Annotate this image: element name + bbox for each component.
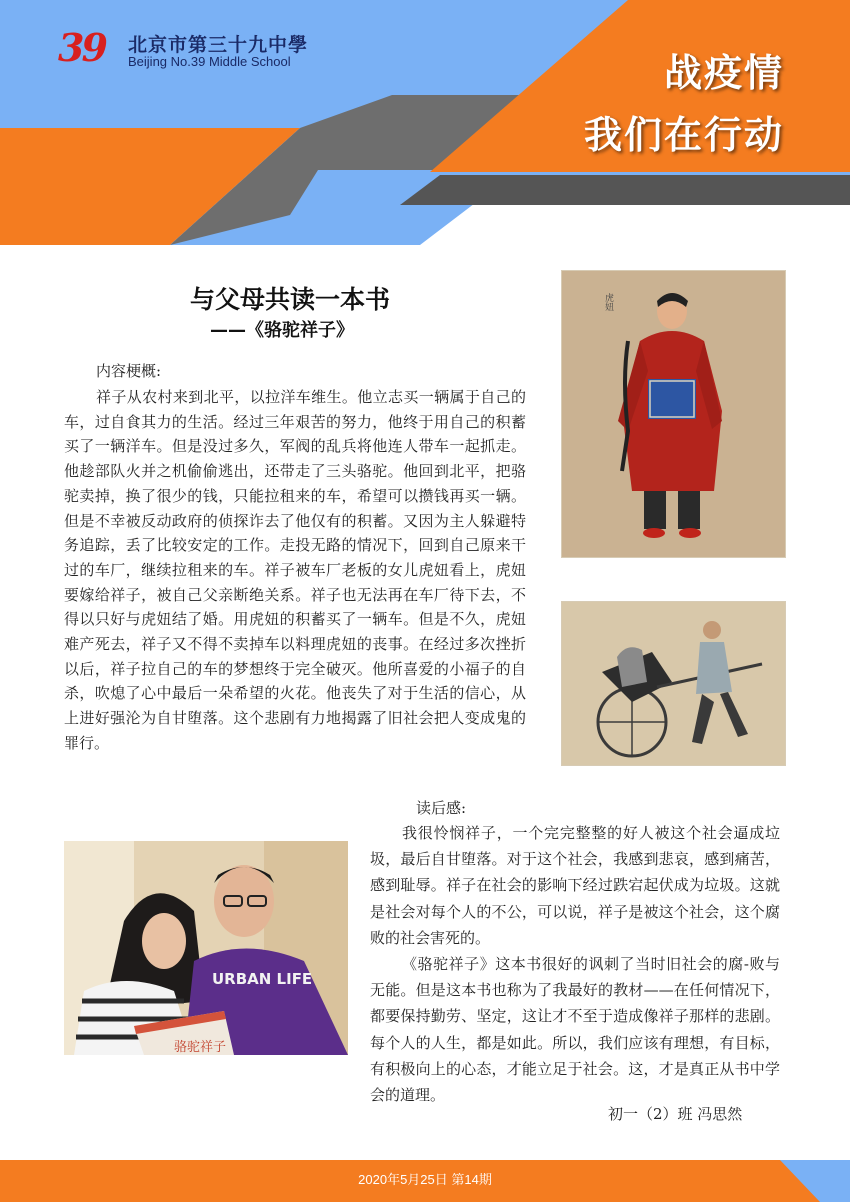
- school-logo: [58, 26, 358, 74]
- review-paragraph-1: 我很怜悯祥子，一个完完整整的好人被这个社会逼成垃圾，最后自甘堕落。对于这个社会，我感到悲哀，感到痛苦，感到耻辱。祥子在社会的影响下经过跌宕起伏成为垃圾。这就是社会对每个人的不公，可以说，祥子是被这个社会，这个腐败的社会害死的。: [370, 824, 780, 947]
- article-title: 与父母共读一本书: [189, 285, 390, 314]
- slogan-line1: 战疫情: [663, 51, 784, 95]
- summary-text: 祥子从农村来到北平，以拉洋车维生。他立志买一辆属于自己的车，过自食其力的生活。经过三年艰苦的努力，他终于用自己的积蓄买了一辆洋车。但是没过多久，军阀的乱兵将他连人带车一起抓走。他趁部队火并之机偷偷逃出，还带走了三头骆驼。他回到北平，把骆驼卖掉，换了很少的钱，只能拉租来的车，希望可以攒钱再买一辆。但是不幸被反动政府的侦探诈去了他仅有的积蓄。又因为主人躲避特务追踪，丢了比较安定的工作。走投无路的情况下，回到自己原来干过的车厂，继续拉租来的车。祥子被车厂老板的女儿虎妞看上，虎妞要嫁给祥子，被自己父亲断绝关系。祥子也无法再在车厂待下去，不得以只好与虎妞结了婚。用虎妞的积蓄买了一辆车。但是不久，虎妞难产死去，祥子又不得不卖掉车以料理虎妞的丧事。在经过多次挫折以后，祥子拉自己的车的梦想终于完全破灭。他所喜爱的小福子的自杀，吹熄了心中最后一朵希望的火花。他丧失了对于生活的信心，从上进好强沦为自甘堕落。这个悲剧有力地揭露了旧社会把人变成鬼的罪行。: [64, 388, 526, 752]
- review-paragraph-2: 《骆驼祥子》这本书很好的讽刺了当时旧社会的腐-败与无能。但是这本书也称为了我最好的教材——在任何情况下，都要保持勤劳、坚定，这让才不至于造成像祥子那样的悲剧。每个人的人生，都是如此。所以，我们应该有理想，有目标，有积极向上的心态，才能立足于社会。这，才是真正从书中学会的道理。: [370, 955, 780, 1105]
- summary-label: 内容梗概:: [96, 362, 162, 380]
- logo-39-mark: 39: [58, 25, 105, 70]
- photo-shirt-text: URBAN LIFE: [212, 970, 313, 988]
- school-name-cn: 北京市第三十九中學: [128, 34, 309, 56]
- photo-book-text: 骆驼祥子: [174, 1040, 227, 1055]
- slogan-line2: 我们在行动: [583, 113, 784, 157]
- school-name-en: Beijing No.39 Middle School: [128, 54, 291, 69]
- review-text: [370, 820, 780, 1108]
- photo-reading-together: [64, 841, 348, 1055]
- illustration-huniu: [561, 270, 786, 558]
- review-label: 读后感:: [416, 799, 467, 817]
- illustration-rickshaw: [561, 601, 786, 766]
- article-subtitle: ——《骆驼祥子》: [210, 320, 354, 341]
- footer-issue-text: 2020年5月25日 第14期: [358, 1172, 492, 1187]
- figure-caption: 虎妞: [603, 293, 613, 311]
- banner-dark-stripe: [400, 175, 850, 205]
- author-signature: 初一（2）班 冯思然: [608, 1105, 743, 1123]
